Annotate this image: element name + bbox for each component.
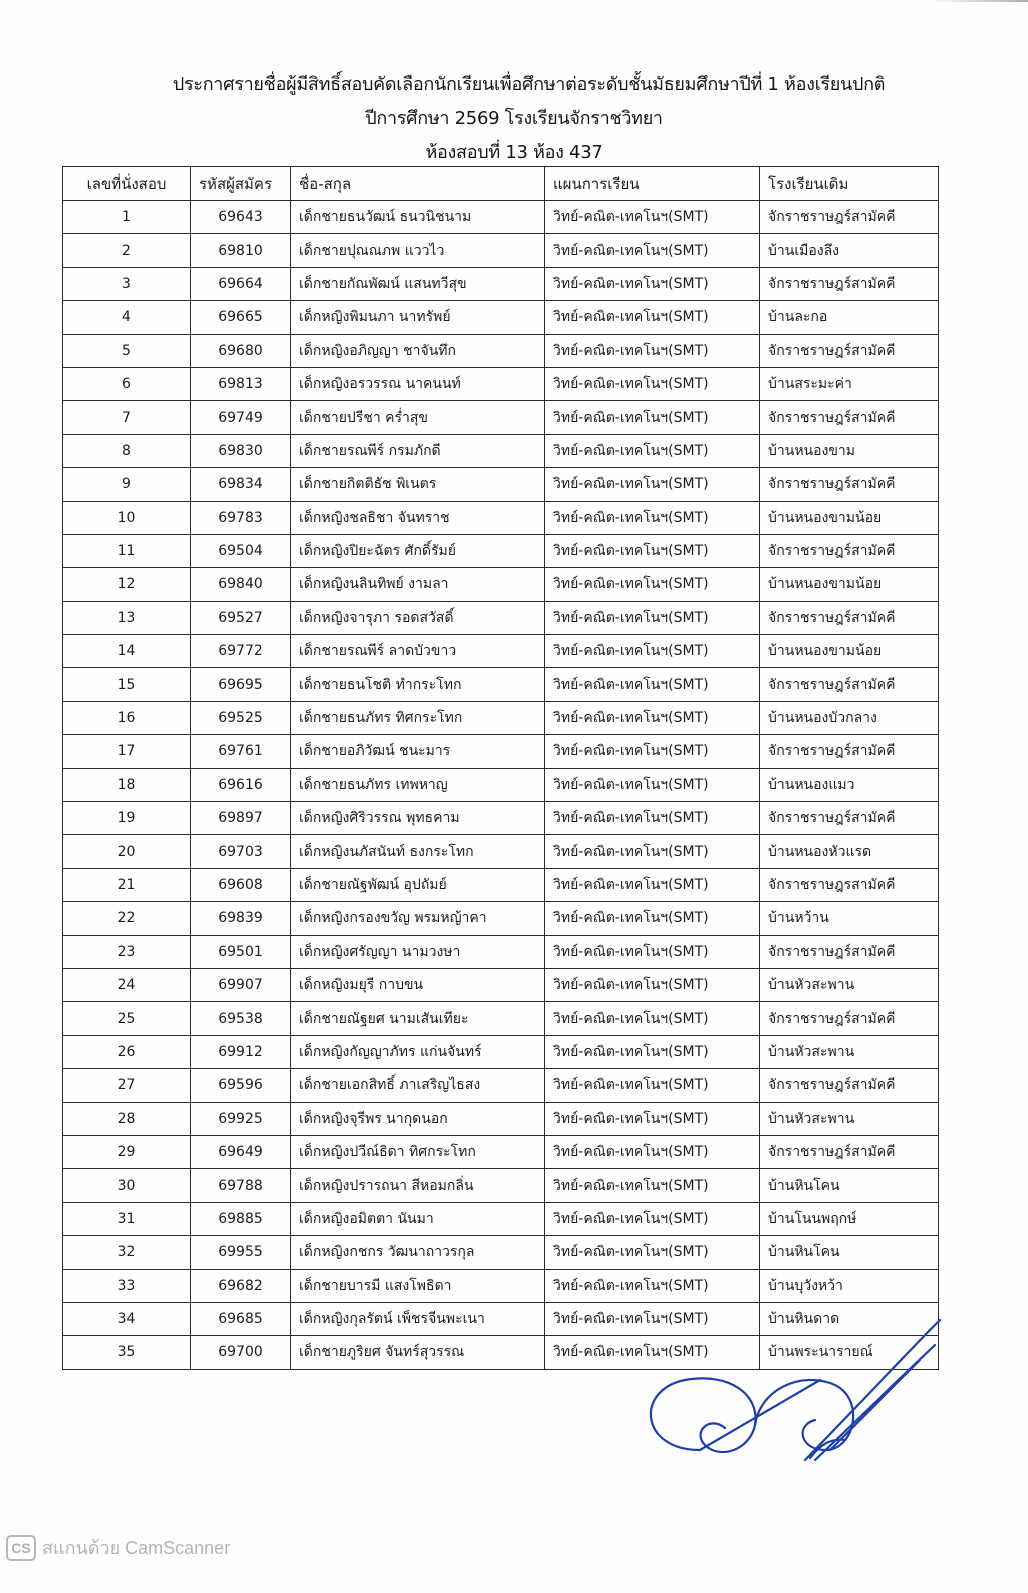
table-row <box>63 701 939 734</box>
candidate-table <box>62 166 939 1370</box>
seat-number-cell: 20 <box>63 835 191 868</box>
full-name-cell: เด็กหญิงจารุภา รอดสวัสดิ์ <box>291 601 545 634</box>
seat-number-cell: 29 <box>63 1135 191 1168</box>
study-plan-cell: วิทย์-คณิต-เทคโนฯ(SMT) <box>545 301 760 334</box>
study-plan-cell: วิทย์-คณิต-เทคโนฯ(SMT) <box>545 635 760 668</box>
previous-school-cell: จักราชราษฎร์สามัคคี <box>760 1002 939 1035</box>
previous-school-cell: บ้านหนองบัวกลาง <box>760 701 939 734</box>
table-row <box>63 802 939 835</box>
header-study-plan: แผนการเรียน <box>545 167 760 201</box>
table-row <box>63 668 939 701</box>
study-plan-cell: วิทย์-คณิต-เทคโนฯ(SMT) <box>545 668 760 701</box>
table-row <box>63 868 939 901</box>
applicant-id-cell: 69703 <box>191 835 291 868</box>
full-name-cell: เด็กชายกิตติธัช พิเนตร <box>291 468 545 501</box>
study-plan-cell: วิทย์-คณิต-เทคโนฯ(SMT) <box>545 1069 760 1102</box>
previous-school-cell: บ้านหนองขามน้อย <box>760 635 939 668</box>
table-row <box>63 1269 939 1302</box>
previous-school-cell: จักราชราษฎร์สามัคคี <box>760 401 939 434</box>
seat-number-cell: 18 <box>63 768 191 801</box>
previous-school-cell: บ้านหินโคน <box>760 1169 939 1202</box>
study-plan-cell: วิทย์-คณิต-เทคโนฯ(SMT) <box>545 1102 760 1135</box>
table-row <box>63 267 939 300</box>
previous-school-cell: จักราชราษฎร์สามัคคี <box>760 267 939 300</box>
seat-number-cell: 33 <box>63 1269 191 1302</box>
seat-number-cell: 31 <box>63 1202 191 1235</box>
previous-school-cell: บ้านหัวสะพาน <box>760 1102 939 1135</box>
full-name-cell: เด็กชายกัณพัฒน์ แสนทวีสุข <box>291 267 545 300</box>
full-name-cell: เด็กชายรณพีร์ กรมภักดี <box>291 434 545 467</box>
previous-school-cell: บ้านบุวังหว้า <box>760 1269 939 1302</box>
applicant-id-cell: 69749 <box>191 401 291 434</box>
applicant-id-cell: 69608 <box>191 868 291 901</box>
previous-school-cell: บ้านหนองขาม <box>760 434 939 467</box>
applicant-id-cell: 69664 <box>191 267 291 300</box>
table-row <box>63 1169 939 1202</box>
table-row <box>63 635 939 668</box>
seat-number-cell: 12 <box>63 568 191 601</box>
previous-school-cell: บ้านหนองขามน้อย <box>760 568 939 601</box>
table-row <box>63 1135 939 1168</box>
applicant-id-cell: 69897 <box>191 802 291 835</box>
study-plan-cell: วิทย์-คณิต-เทคโนฯ(SMT) <box>545 1236 760 1269</box>
applicant-id-cell: 69527 <box>191 601 291 634</box>
previous-school-cell: บ้านหัวสะพาน <box>760 1035 939 1068</box>
seat-number-cell: 1 <box>63 201 191 234</box>
seat-number-cell: 7 <box>63 401 191 434</box>
previous-school-cell: บ้านหินดาด <box>760 1302 939 1335</box>
seat-number-cell: 27 <box>63 1069 191 1102</box>
applicant-id-cell: 69788 <box>191 1169 291 1202</box>
full-name-cell: เด็กหญิงนภัสนันท์ ธงกระโทก <box>291 835 545 868</box>
full-name-cell: เด็กชายธนโชติ ทำกระโทก <box>291 668 545 701</box>
announcement-title: ประกาศรายชื่อผู้มีสิทธิ์สอบคัดเลือกนักเรียนเพื่อศึกษาต่อระดับชั้นมัธยมศึกษาปีที่ 1 ห้องเรียนปกติ <box>172 74 886 95</box>
previous-school-cell: บ้านเมืองลึง <box>760 234 939 267</box>
seat-number-cell: 3 <box>63 267 191 300</box>
full-name-cell: เด็กหญิงจุรีพร นากุดนอก <box>291 1102 545 1135</box>
applicant-id-cell: 69955 <box>191 1236 291 1269</box>
header-applicant-id: รหัสผู้สมัคร <box>191 167 291 201</box>
full-name-cell: เด็กหญิงปิยะฉัตร ศักดิ์รัมย์ <box>291 534 545 567</box>
seat-number-cell: 15 <box>63 668 191 701</box>
seat-number-cell: 6 <box>63 367 191 400</box>
study-plan-cell: วิทย์-คณิต-เทคโนฯ(SMT) <box>545 701 760 734</box>
applicant-id-cell: 69643 <box>191 201 291 234</box>
previous-school-cell: บ้านหนองแมว <box>760 768 939 801</box>
previous-school-cell: จักราชราษฎร์สามัคคี <box>760 468 939 501</box>
table-row <box>63 367 939 400</box>
study-plan-cell: วิทย์-คณิต-เทคโนฯ(SMT) <box>545 401 760 434</box>
full-name-cell: เด็กชายธนภัทร ทิศกระโทก <box>291 701 545 734</box>
applicant-id-cell: 69783 <box>191 501 291 534</box>
study-plan-cell: วิทย์-คณิต-เทคโนฯ(SMT) <box>545 768 760 801</box>
applicant-id-cell: 69885 <box>191 1202 291 1235</box>
previous-school-cell: บ้านหว้าน <box>760 902 939 935</box>
table-row <box>63 501 939 534</box>
exam-room-info: ห้องสอบที่ 13 ห้อง 437 <box>425 142 603 163</box>
previous-school-cell: จักราชราษฎร์สามัคคี <box>760 735 939 768</box>
table-row <box>63 534 939 567</box>
previous-school-cell: บ้านพระนารายณ์ <box>760 1336 939 1369</box>
full-name-cell: เด็กชายณัฐยศ นามเสันเทียะ <box>291 1002 545 1035</box>
seat-number-cell: 8 <box>63 434 191 467</box>
study-plan-cell: วิทย์-คณิต-เทคโนฯ(SMT) <box>545 234 760 267</box>
study-plan-cell: วิทย์-คณิต-เทคโนฯ(SMT) <box>545 434 760 467</box>
study-plan-cell: วิทย์-คณิต-เทคโนฯ(SMT) <box>545 935 760 968</box>
study-plan-cell: วิทย์-คณิต-เทคโนฯ(SMT) <box>545 735 760 768</box>
study-plan-cell: วิทย์-คณิต-เทคโนฯ(SMT) <box>545 1269 760 1302</box>
table-row <box>63 902 939 935</box>
study-plan-cell: วิทย์-คณิต-เทคโนฯ(SMT) <box>545 1002 760 1035</box>
camscanner-logo-icon: CS <box>6 1535 36 1561</box>
study-plan-cell: วิทย์-คณิต-เทคโนฯ(SMT) <box>545 1202 760 1235</box>
applicant-id-cell: 69772 <box>191 635 291 668</box>
applicant-id-cell: 69830 <box>191 434 291 467</box>
applicant-id-cell: 69810 <box>191 234 291 267</box>
study-plan-cell: วิทย์-คณิต-เทคโนฯ(SMT) <box>545 501 760 534</box>
seat-number-cell: 19 <box>63 802 191 835</box>
table-row <box>63 1236 939 1269</box>
previous-school-cell: จักราชราษฎร์สามัคคี <box>760 534 939 567</box>
seat-number-cell: 5 <box>63 334 191 367</box>
full-name-cell: เด็กหญิงพิมนภา นาทรัพย์ <box>291 301 545 334</box>
previous-school-cell: จักราชราษฎร์สามัคคี <box>760 1135 939 1168</box>
applicant-id-cell: 69685 <box>191 1302 291 1335</box>
table-header-row <box>63 167 939 201</box>
table-row <box>63 1035 939 1068</box>
full-name-cell: เด็กชายณัฐพัฒน์ อุปถัมย์ <box>291 868 545 901</box>
full-name-cell: เด็กหญิงกัญญาภัทร แก่นจันทร์ <box>291 1035 545 1068</box>
previous-school-cell: จักราชราษฎร์สามัคคี <box>760 668 939 701</box>
previous-school-cell: จักราชราษฎร์สามัคคี <box>760 802 939 835</box>
seat-number-cell: 24 <box>63 968 191 1001</box>
study-plan-cell: วิทย์-คณิต-เทคโนฯ(SMT) <box>545 902 760 935</box>
study-plan-cell: วิทย์-คณิต-เทคโนฯ(SMT) <box>545 1135 760 1168</box>
seat-number-cell: 13 <box>63 601 191 634</box>
previous-school-cell: จักราชราษฎร์สามัคคี <box>760 935 939 968</box>
applicant-id-cell: 69925 <box>191 1102 291 1135</box>
seat-number-cell: 28 <box>63 1102 191 1135</box>
applicant-id-cell: 69695 <box>191 668 291 701</box>
study-plan-cell: วิทย์-คณิต-เทคโนฯ(SMT) <box>545 1169 760 1202</box>
previous-school-cell: จักราชราษฎร์สามัคคี <box>760 1069 939 1102</box>
applicant-id-cell: 69839 <box>191 902 291 935</box>
full-name-cell: เด็กหญิงกชกร วัฒนาถาวรกุล <box>291 1236 545 1269</box>
table-row <box>63 334 939 367</box>
table-row <box>63 601 939 634</box>
full-name-cell: เด็กชายรณพีร์ ลาดบัวขาว <box>291 635 545 668</box>
seat-number-cell: 16 <box>63 701 191 734</box>
full-name-cell: เด็กหญิงกรองขวัญ พรมหญ้าคา <box>291 902 545 935</box>
applicant-id-cell: 69525 <box>191 701 291 734</box>
table-row <box>63 401 939 434</box>
study-plan-cell: วิทย์-คณิต-เทคโนฯ(SMT) <box>545 1035 760 1068</box>
full-name-cell: เด็กชายเอกสิทธิ์ ภาเสริญไธสง <box>291 1069 545 1102</box>
table-body <box>63 201 939 1370</box>
seat-number-cell: 22 <box>63 902 191 935</box>
study-plan-cell: วิทย์-คณิต-เทคโนฯ(SMT) <box>545 868 760 901</box>
seat-number-cell: 35 <box>63 1336 191 1369</box>
seat-number-cell: 23 <box>63 935 191 968</box>
full-name-cell: เด็กหญิงมยุรี กาบขน <box>291 968 545 1001</box>
study-plan-cell: วิทย์-คณิต-เทคโนฯ(SMT) <box>545 1336 760 1369</box>
study-plan-cell: วิทย์-คณิต-เทคโนฯ(SMT) <box>545 367 760 400</box>
applicant-id-cell: 69665 <box>191 301 291 334</box>
full-name-cell: เด็กหญิงนลินทิพย์ งามลา <box>291 568 545 601</box>
seat-number-cell: 21 <box>63 868 191 901</box>
table-row <box>63 735 939 768</box>
seat-number-cell: 9 <box>63 468 191 501</box>
previous-school-cell: จักราชราษฎร์สามัคคี <box>760 601 939 634</box>
full-name-cell: เด็กชายอภิวัฒน์ ชนะมาร <box>291 735 545 768</box>
table-row <box>63 568 939 601</box>
table-row <box>63 1002 939 1035</box>
applicant-id-cell: 69501 <box>191 935 291 968</box>
previous-school-cell: บ้านหนองขามน้อย <box>760 501 939 534</box>
signature-icon <box>630 1300 950 1480</box>
seat-number-cell: 14 <box>63 635 191 668</box>
study-plan-cell: วิทย์-คณิต-เทคโนฯ(SMT) <box>545 568 760 601</box>
full-name-cell: เด็กชายธนวัฒน์ ธนวนิชนาม <box>291 201 545 234</box>
seat-number-cell: 10 <box>63 501 191 534</box>
camscanner-watermark <box>6 1533 230 1562</box>
study-plan-cell: วิทย์-คณิต-เทคโนฯ(SMT) <box>545 835 760 868</box>
watermark-text: สแกนด้วย CamScanner <box>42 1538 231 1558</box>
previous-school-cell: บ้านโนนพฤกษ์ <box>760 1202 939 1235</box>
study-plan-cell: วิทย์-คณิต-เทคโนฯ(SMT) <box>545 1302 760 1335</box>
applicant-id-cell: 69912 <box>191 1035 291 1068</box>
study-plan-cell: วิทย์-คณิต-เทคโนฯ(SMT) <box>545 802 760 835</box>
previous-school-cell: บ้านหินโคน <box>760 1236 939 1269</box>
seat-number-cell: 26 <box>63 1035 191 1068</box>
full-name-cell: เด็กหญิงศรัญญา นามวงษา <box>291 935 545 968</box>
applicant-id-cell: 69700 <box>191 1336 291 1369</box>
applicant-id-cell: 69538 <box>191 1002 291 1035</box>
full-name-cell: เด็กหญิงอมิตตา นันมา <box>291 1202 545 1235</box>
full-name-cell: เด็กหญิงอภิญญา ชาจันทึก <box>291 334 545 367</box>
applicant-id-cell: 69682 <box>191 1269 291 1302</box>
study-plan-cell: วิทย์-คณิต-เทคโนฯ(SMT) <box>545 334 760 367</box>
applicant-id-cell: 69596 <box>191 1069 291 1102</box>
table-row <box>63 968 939 1001</box>
seat-number-cell: 17 <box>63 735 191 768</box>
previous-school-cell: จักราชราษฎร์สามัคคี <box>760 201 939 234</box>
applicant-id-cell: 69649 <box>191 1135 291 1168</box>
previous-school-cell: บ้านหนองหัวแรด <box>760 835 939 868</box>
header-full-name: ชื่อ-สกุล <box>291 167 545 201</box>
previous-school-cell: จักราชราษฎรสามัคคี <box>760 868 939 901</box>
study-plan-cell: วิทย์-คณิต-เทคโนฯ(SMT) <box>545 201 760 234</box>
study-plan-cell: วิทย์-คณิต-เทคโนฯ(SMT) <box>545 267 760 300</box>
full-name-cell: เด็กหญิงชลธิชา จันทราช <box>291 501 545 534</box>
seat-number-cell: 4 <box>63 301 191 334</box>
applicant-id-cell: 69840 <box>191 568 291 601</box>
previous-school-cell: บ้านสระมะค่า <box>760 367 939 400</box>
table-row <box>63 201 939 234</box>
full-name-cell: เด็กชายปุณณภพ แววไว <box>291 234 545 267</box>
table-row <box>63 234 939 267</box>
full-name-cell: เด็กหญิงอรวรรณ นาคนนท์ <box>291 367 545 400</box>
table-row <box>63 1102 939 1135</box>
study-plan-cell: วิทย์-คณิต-เทคโนฯ(SMT) <box>545 968 760 1001</box>
table-row <box>63 434 939 467</box>
applicant-id-cell: 69834 <box>191 468 291 501</box>
full-name-cell: เด็กหญิงกุลรัตน์ เพ็ชรจีนพะเนา <box>291 1302 545 1335</box>
full-name-cell: เด็กหญิงปรารถนา สีหอมกลิ่น <box>291 1169 545 1202</box>
seat-number-cell: 32 <box>63 1236 191 1269</box>
applicant-id-cell: 69680 <box>191 334 291 367</box>
applicant-id-cell: 69761 <box>191 735 291 768</box>
table-row <box>63 935 939 968</box>
applicant-id-cell: 69504 <box>191 534 291 567</box>
scan-edge-shadow <box>930 0 1028 2</box>
full-name-cell: เด็กชายภูริยศ จันทร์สุวรรณ <box>291 1336 545 1369</box>
study-plan-cell: วิทย์-คณิต-เทคโนฯ(SMT) <box>545 601 760 634</box>
table-row <box>63 835 939 868</box>
previous-school-cell: บ้านหัวสะพาน <box>760 968 939 1001</box>
full-name-cell: เด็กหญิงศิริวรรณ พุทธคาม <box>291 802 545 835</box>
previous-school-cell: จักราชราษฎร์สามัคคี <box>760 334 939 367</box>
seat-number-cell: 34 <box>63 1302 191 1335</box>
applicant-id-cell: 69907 <box>191 968 291 1001</box>
header-seat-number: เลขที่นั่งสอบ <box>63 167 191 201</box>
document-header <box>0 68 1028 170</box>
header-previous-school: โรงเรียนเดิม <box>760 167 939 201</box>
table-row <box>63 1202 939 1235</box>
table-row <box>63 1069 939 1102</box>
table-row <box>63 301 939 334</box>
seat-number-cell: 2 <box>63 234 191 267</box>
academic-year-school: ปีการศึกษา 2569 โรงเรียนจักราชวิทยา <box>365 108 663 129</box>
seat-number-cell: 30 <box>63 1169 191 1202</box>
applicant-id-cell: 69616 <box>191 768 291 801</box>
study-plan-cell: วิทย์-คณิต-เทคโนฯ(SMT) <box>545 468 760 501</box>
full-name-cell: เด็กชายธนภัทร เทพหาญ <box>291 768 545 801</box>
table-row <box>63 768 939 801</box>
seat-number-cell: 25 <box>63 1002 191 1035</box>
previous-school-cell: บ้านละกอ <box>760 301 939 334</box>
study-plan-cell: วิทย์-คณิต-เทคโนฯ(SMT) <box>545 534 760 567</box>
full-name-cell: เด็กชายบารมี แสงโพธิดา <box>291 1269 545 1302</box>
full-name-cell: เด็กหญิงปวีณ์ธิดา ทิศกระโทก <box>291 1135 545 1168</box>
table-row <box>63 468 939 501</box>
applicant-id-cell: 69813 <box>191 367 291 400</box>
seat-number-cell: 11 <box>63 534 191 567</box>
full-name-cell: เด็กชายปรีชา คร่ำสุข <box>291 401 545 434</box>
